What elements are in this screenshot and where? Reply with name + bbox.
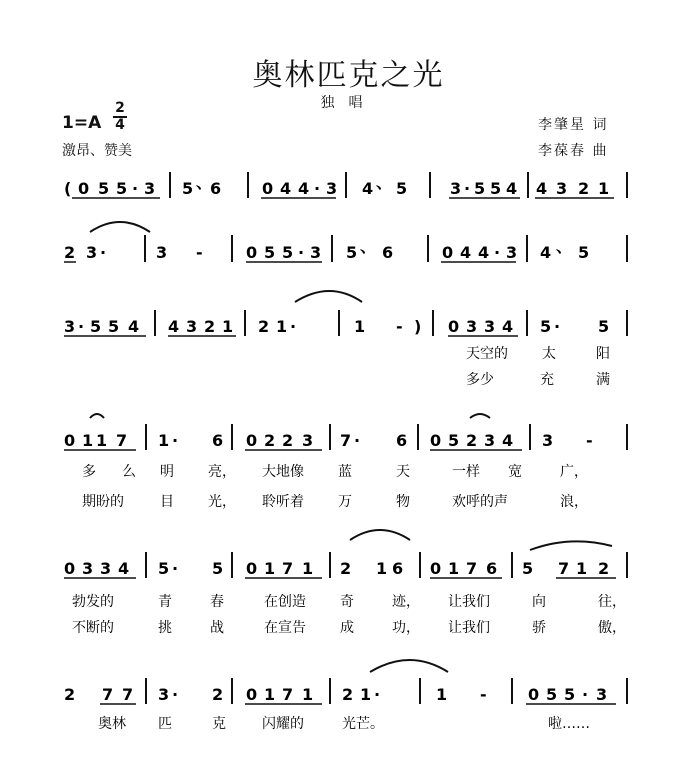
svg-text:2: 2 bbox=[264, 431, 276, 450]
svg-text:0: 0 bbox=[262, 179, 274, 198]
svg-text:不断的: 不断的 bbox=[72, 620, 114, 636]
svg-text:0: 0 bbox=[246, 243, 258, 262]
svg-text:2: 2 bbox=[282, 431, 294, 450]
svg-text:1: 1 bbox=[302, 685, 314, 704]
svg-text:·: · bbox=[464, 179, 471, 198]
svg-text:多少: 多少 bbox=[466, 372, 494, 388]
svg-text:3: 3 bbox=[144, 179, 156, 198]
svg-text:蓝: 蓝 bbox=[338, 464, 352, 480]
svg-text:匹: 匹 bbox=[158, 716, 172, 732]
system-2-notes bbox=[64, 237, 589, 262]
svg-text:1: 1 bbox=[598, 179, 610, 198]
svg-text:·: · bbox=[172, 559, 179, 578]
svg-text:·: · bbox=[290, 317, 297, 336]
svg-text:3: 3 bbox=[156, 243, 168, 262]
svg-text:5: 5 bbox=[546, 685, 558, 704]
svg-text:、: 、 bbox=[360, 237, 377, 256]
svg-text:7: 7 bbox=[466, 559, 478, 578]
svg-text:傲，: 傲， bbox=[598, 620, 626, 636]
svg-text:天空的: 天空的 bbox=[466, 346, 508, 362]
svg-text:6: 6 bbox=[382, 243, 394, 262]
svg-text:青: 青 bbox=[158, 594, 172, 610]
svg-text:4: 4 bbox=[536, 179, 548, 198]
svg-text:4: 4 bbox=[478, 243, 490, 262]
key-signature: 1=A bbox=[62, 113, 102, 133]
svg-text:1: 1 bbox=[360, 685, 372, 704]
svg-text:1: 1 bbox=[82, 431, 94, 450]
svg-text:6: 6 bbox=[212, 431, 224, 450]
svg-text:克: 克 bbox=[212, 716, 226, 732]
svg-text:1: 1 bbox=[222, 317, 234, 336]
svg-text:0: 0 bbox=[430, 559, 442, 578]
svg-text:7: 7 bbox=[282, 685, 294, 704]
svg-text:1: 1 bbox=[276, 317, 288, 336]
svg-text:0: 0 bbox=[528, 685, 540, 704]
svg-text:3: 3 bbox=[596, 685, 608, 704]
svg-text:3: 3 bbox=[484, 431, 496, 450]
svg-text:2: 2 bbox=[258, 317, 270, 336]
svg-text:一样: 一样 bbox=[452, 464, 480, 480]
svg-text:3: 3 bbox=[310, 243, 322, 262]
svg-text:7: 7 bbox=[558, 559, 570, 578]
svg-text:满: 满 bbox=[596, 372, 610, 388]
svg-text:6: 6 bbox=[210, 179, 222, 198]
svg-text:7: 7 bbox=[116, 431, 128, 450]
svg-text:·: · bbox=[78, 317, 85, 336]
svg-text:·: · bbox=[554, 317, 561, 336]
svg-text:0: 0 bbox=[448, 317, 460, 336]
svg-text:天: 天 bbox=[396, 464, 410, 480]
tempo-marking: 激昂、赞美 bbox=[62, 143, 132, 159]
song-title: 奥林匹克之光 bbox=[252, 58, 445, 93]
svg-text:宽: 宽 bbox=[508, 464, 522, 480]
svg-text:2: 2 bbox=[212, 685, 224, 704]
time-denominator: 4 bbox=[113, 116, 127, 133]
svg-text:0: 0 bbox=[246, 559, 258, 578]
svg-text:7: 7 bbox=[102, 685, 114, 704]
svg-text:让我们: 让我们 bbox=[448, 620, 490, 636]
svg-text:6: 6 bbox=[486, 559, 498, 578]
svg-text:向: 向 bbox=[532, 594, 546, 610]
svg-text:0: 0 bbox=[246, 685, 258, 704]
svg-text:广，: 广， bbox=[560, 464, 588, 480]
svg-text:挑: 挑 bbox=[158, 620, 172, 636]
svg-text:2: 2 bbox=[64, 685, 76, 704]
svg-text:5: 5 bbox=[522, 559, 534, 578]
svg-text:4: 4 bbox=[506, 179, 518, 198]
svg-text:物: 物 bbox=[396, 494, 410, 510]
svg-text:·: · bbox=[100, 243, 107, 262]
svg-text:5: 5 bbox=[264, 243, 276, 262]
svg-text:·: · bbox=[582, 685, 589, 704]
svg-text:5: 5 bbox=[98, 179, 110, 198]
svg-text:5: 5 bbox=[282, 243, 294, 262]
svg-text:3: 3 bbox=[100, 559, 112, 578]
svg-text:5: 5 bbox=[182, 179, 194, 198]
svg-text:4: 4 bbox=[128, 317, 140, 336]
composer-credit: 李葆春 曲 bbox=[538, 143, 609, 159]
svg-text:0: 0 bbox=[64, 559, 76, 578]
svg-text:(: ( bbox=[64, 179, 72, 198]
svg-text:3: 3 bbox=[450, 179, 462, 198]
svg-text:勃发的: 勃发的 bbox=[72, 594, 114, 610]
svg-text:迹，: 迹， bbox=[392, 594, 420, 610]
svg-text:0: 0 bbox=[78, 179, 90, 198]
system-3-lyrics bbox=[466, 345, 610, 388]
performance-type: 独唱 bbox=[320, 95, 377, 111]
svg-text:5: 5 bbox=[90, 317, 102, 336]
svg-text:4: 4 bbox=[362, 179, 374, 198]
svg-text:、: 、 bbox=[556, 237, 573, 256]
svg-text:浪，: 浪， bbox=[560, 494, 588, 510]
svg-text:往，: 往， bbox=[598, 594, 626, 610]
svg-text:3: 3 bbox=[326, 179, 338, 198]
svg-text:春: 春 bbox=[210, 594, 224, 610]
svg-text:5: 5 bbox=[540, 317, 552, 336]
svg-text:么: 么 bbox=[122, 464, 136, 480]
svg-text:4: 4 bbox=[280, 179, 292, 198]
svg-text:4: 4 bbox=[502, 431, 514, 450]
svg-text:-: - bbox=[480, 685, 487, 704]
svg-text:4: 4 bbox=[168, 317, 180, 336]
svg-text:5: 5 bbox=[448, 431, 460, 450]
svg-text:5: 5 bbox=[598, 317, 610, 336]
svg-text:6: 6 bbox=[396, 431, 408, 450]
svg-text:3: 3 bbox=[556, 179, 568, 198]
svg-text:在宣告: 在宣告 bbox=[264, 620, 306, 636]
svg-text:1: 1 bbox=[354, 317, 366, 336]
svg-text:光芒。: 光芒。 bbox=[342, 716, 384, 732]
svg-text:2: 2 bbox=[578, 179, 590, 198]
svg-text:2: 2 bbox=[64, 243, 76, 262]
svg-text:3: 3 bbox=[302, 431, 314, 450]
svg-text:·: · bbox=[172, 431, 179, 450]
svg-text:3: 3 bbox=[64, 317, 76, 336]
svg-text:-: - bbox=[196, 243, 203, 262]
svg-text:在创造: 在创造 bbox=[264, 594, 306, 610]
system-4-lyrics bbox=[82, 463, 588, 510]
svg-text:目: 目 bbox=[160, 494, 174, 510]
svg-text:-: - bbox=[396, 317, 403, 336]
svg-text:·: · bbox=[494, 243, 501, 262]
svg-text:6: 6 bbox=[392, 559, 404, 578]
svg-text:多: 多 bbox=[82, 464, 96, 480]
svg-text:·: · bbox=[132, 179, 139, 198]
svg-text:1: 1 bbox=[264, 559, 276, 578]
svg-text:·: · bbox=[314, 179, 321, 198]
svg-text:0: 0 bbox=[64, 431, 76, 450]
svg-text:5: 5 bbox=[108, 317, 120, 336]
svg-text:功，: 功， bbox=[392, 620, 420, 636]
svg-text:5: 5 bbox=[474, 179, 486, 198]
svg-text:3: 3 bbox=[186, 317, 198, 336]
svg-text:4: 4 bbox=[298, 179, 310, 198]
svg-text:5: 5 bbox=[116, 179, 128, 198]
svg-text:3: 3 bbox=[484, 317, 496, 336]
svg-text:让我们: 让我们 bbox=[448, 594, 490, 610]
svg-text:0: 0 bbox=[246, 431, 258, 450]
svg-text:·: · bbox=[354, 431, 361, 450]
svg-text:3: 3 bbox=[466, 317, 478, 336]
time-numerator: 2 bbox=[115, 100, 125, 116]
system-6-lyrics bbox=[98, 715, 590, 732]
system-5-lyrics bbox=[72, 593, 626, 636]
svg-text:3: 3 bbox=[158, 685, 170, 704]
svg-text:3: 3 bbox=[86, 243, 98, 262]
svg-text:4: 4 bbox=[460, 243, 472, 262]
svg-text:5: 5 bbox=[564, 685, 576, 704]
svg-text:·: · bbox=[172, 685, 179, 704]
svg-text:欢呼的声: 欢呼的声 bbox=[452, 494, 508, 510]
svg-text:1: 1 bbox=[302, 559, 314, 578]
svg-text:奥林: 奥林 bbox=[98, 716, 126, 732]
svg-text:5: 5 bbox=[346, 243, 358, 262]
svg-text:1: 1 bbox=[158, 431, 170, 450]
svg-text:万: 万 bbox=[338, 494, 352, 510]
svg-text:奇: 奇 bbox=[340, 594, 354, 610]
svg-text:闪耀的: 闪耀的 bbox=[262, 716, 304, 732]
svg-text:4: 4 bbox=[502, 317, 514, 336]
svg-text:2: 2 bbox=[466, 431, 478, 450]
svg-text:期盼的: 期盼的 bbox=[82, 494, 124, 510]
svg-text:骄: 骄 bbox=[532, 620, 546, 636]
svg-text:1: 1 bbox=[436, 685, 448, 704]
svg-text:充: 充 bbox=[540, 372, 554, 388]
svg-text:3: 3 bbox=[82, 559, 94, 578]
svg-text:5: 5 bbox=[396, 179, 408, 198]
svg-text:阳: 阳 bbox=[596, 346, 610, 362]
svg-text:5: 5 bbox=[158, 559, 170, 578]
svg-text:4: 4 bbox=[540, 243, 552, 262]
svg-text:光，: 光， bbox=[208, 494, 236, 510]
svg-text:2: 2 bbox=[204, 317, 216, 336]
svg-text:2: 2 bbox=[598, 559, 610, 578]
svg-text:7: 7 bbox=[340, 431, 352, 450]
svg-text:啦……: 啦…… bbox=[548, 716, 590, 732]
svg-text:3: 3 bbox=[542, 431, 554, 450]
svg-text:1: 1 bbox=[376, 559, 388, 578]
svg-text:、: 、 bbox=[376, 173, 393, 192]
svg-text:、: 、 bbox=[196, 173, 213, 192]
svg-text:大地像: 大地像 bbox=[262, 464, 304, 480]
svg-text:太: 太 bbox=[542, 346, 556, 362]
svg-text:0: 0 bbox=[442, 243, 454, 262]
svg-text:): ) bbox=[414, 317, 422, 336]
svg-text:2: 2 bbox=[342, 685, 354, 704]
svg-text:5: 5 bbox=[578, 243, 590, 262]
svg-text:0: 0 bbox=[430, 431, 442, 450]
svg-text:5: 5 bbox=[490, 179, 502, 198]
svg-text:成: 成 bbox=[340, 620, 354, 636]
svg-text:7: 7 bbox=[122, 685, 134, 704]
svg-text:3: 3 bbox=[506, 243, 518, 262]
svg-text:·: · bbox=[374, 685, 381, 704]
system-4-notes bbox=[64, 431, 593, 450]
svg-text:亮，: 亮， bbox=[208, 464, 236, 480]
lyricist-credit: 李肇星 词 bbox=[538, 117, 609, 133]
svg-text:1: 1 bbox=[448, 559, 460, 578]
svg-text:聆听着: 聆听着 bbox=[262, 494, 304, 510]
svg-text:7: 7 bbox=[282, 559, 294, 578]
svg-text:明: 明 bbox=[160, 464, 174, 480]
svg-text:5: 5 bbox=[212, 559, 224, 578]
svg-text:-: - bbox=[586, 431, 593, 450]
svg-text:1: 1 bbox=[576, 559, 588, 578]
svg-text:·: · bbox=[298, 243, 305, 262]
svg-text:1: 1 bbox=[96, 431, 108, 450]
svg-text:4: 4 bbox=[118, 559, 130, 578]
svg-text:战: 战 bbox=[210, 620, 224, 636]
svg-text:1: 1 bbox=[264, 685, 276, 704]
svg-text:2: 2 bbox=[340, 559, 352, 578]
